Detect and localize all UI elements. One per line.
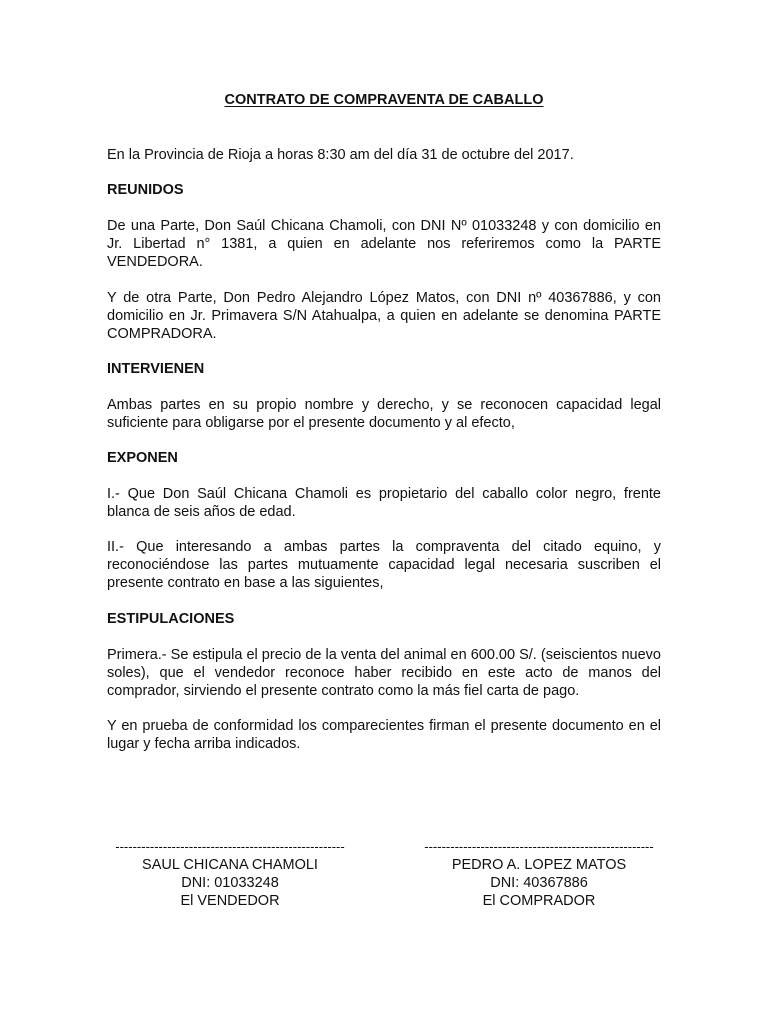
heading-exponen: EXPONEN <box>107 450 178 466</box>
seller-signature-block <box>107 838 353 910</box>
heading-estipulaciones: ESTIPULACIONES <box>107 611 235 627</box>
reunidos-paragraph-1: De una Parte, Don Saúl Chicana Chamoli, con DNI Nº 01033248 y con domicilio en Jr. Libertad n° 1381, a quien en adelante nos referiremos como la PARTE VENDEDORA. <box>107 218 661 270</box>
exponen-paragraph-1: I.- Que Don Saúl Chicana Chamoli es propietario del caballo color negro, frente blanca de seis años de edad. <box>107 486 661 520</box>
document-title: CONTRATO DE COMPRAVENTA DE CABALLO <box>224 92 544 108</box>
exponen-paragraph-2: II.- Que interesando a ambas partes la compraventa del citado equino, y reconociéndose las partes mutuamente capacidad legal necesaria suscriben el presente contrato en base a las siguientes, <box>107 539 661 591</box>
buyer-role: El COMPRADOR <box>482 893 596 909</box>
reunidos-paragraph-2: Y de otra Parte, Don Pedro Alejandro López Matos, con DNI nº 40367886, y con domicilio en Jr. Primavera S/N Atahualpa, a quien en adelante se denomina PARTE COMPRADORA. <box>107 290 661 342</box>
heading-reunidos: REUNIDOS <box>107 182 184 198</box>
seller-role: El VENDEDOR <box>180 893 280 909</box>
estipulaciones-paragraph-2: Y en prueba de conformidad los comparecientes firman el presente documento en el lugar y fecha arriba indicados. <box>107 718 661 752</box>
buyer-signature-block <box>418 838 660 910</box>
estipulaciones-paragraph-1: Primera.- Se estipula el precio de la venta del animal en 600.00 S/. (seiscientos nuevo soles), que el vendedor reconoce haber recibido en este acto de manos del comprador, sirviendo el presente contrato como la más fiel carta de pago. <box>107 647 661 699</box>
buyer-name: PEDRO A. LOPEZ MATOS <box>451 857 627 873</box>
buyer-dni: DNI: 40367886 <box>490 875 588 891</box>
seller-dni: DNI: 01033248 <box>181 875 279 891</box>
signature-line: ----------------------------------------------------- <box>424 839 654 854</box>
seller-name: SAUL CHICANA CHAMOLI <box>142 857 318 873</box>
intro-paragraph: En la Provincia de Rioja a horas 8:30 am del día 31 de octubre del 2017. <box>107 147 574 163</box>
intervienen-paragraph-1: Ambas partes en su propio nombre y derecho, y se reconocen capacidad legal suficiente para obligarse por el presente documento y al efecto, <box>107 397 661 431</box>
heading-intervienen: INTERVIENEN <box>107 361 205 377</box>
signature-line: ----------------------------------------------------- <box>115 839 345 854</box>
